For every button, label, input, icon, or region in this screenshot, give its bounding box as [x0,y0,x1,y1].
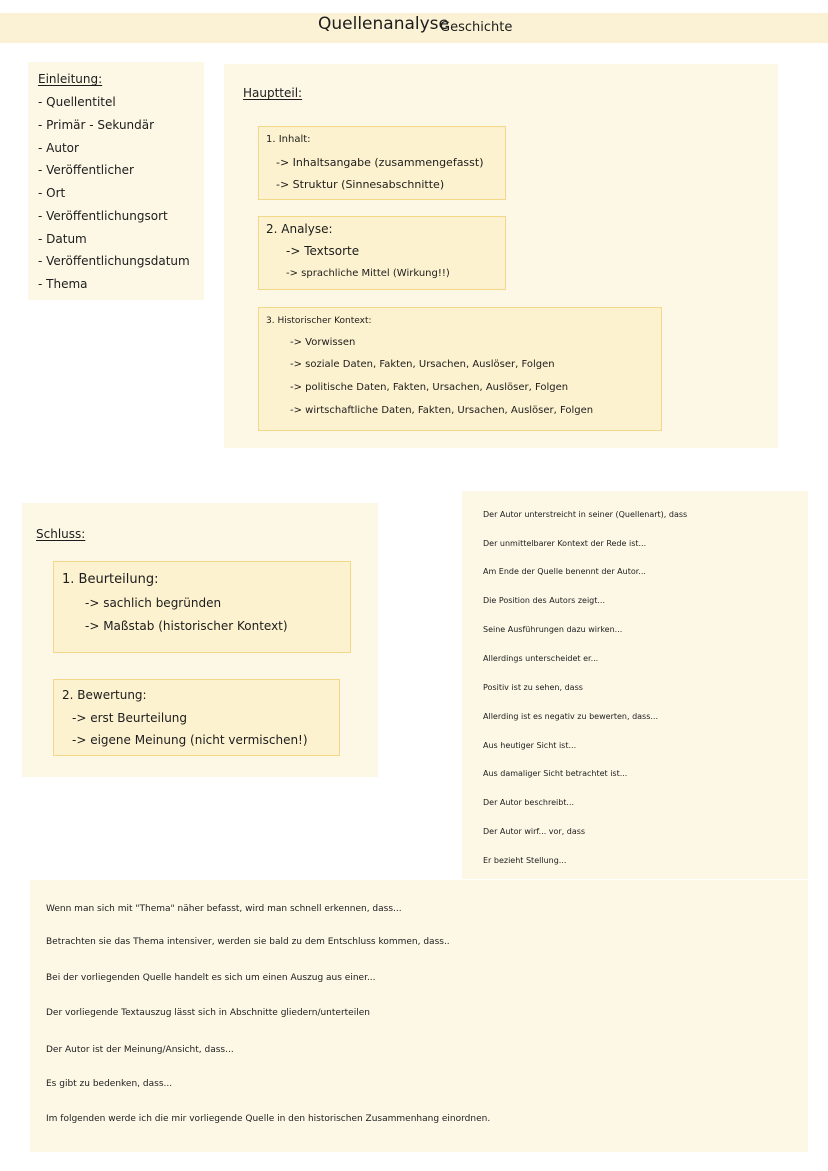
list-item: - Thema [38,277,88,291]
list-item: Am Ende der Quelle benennt der Autor... [483,567,646,576]
hauptteil-heading: Hauptteil: [243,86,303,100]
list-item: Der Autor ist der Meinung/Ansicht, dass... [46,1045,234,1055]
list-item: Im folgenden werde ich die mir vorliegende Quelle in den historischen Zusammenhang einordnen. [46,1114,491,1124]
schluss-heading: Schluss: [36,527,86,541]
list-item: -> politische Daten, Fakten, Ursachen, Auslöser, Folgen [290,382,569,393]
list-item: -> Inhaltsangabe (zusammengefasst) [276,156,484,169]
list-item: Der Autor wirf... vor, dass [483,827,586,836]
list-item: -> sprachliche Mittel (Wirkung!!) [286,268,450,279]
list-item: - Datum [38,232,87,246]
list-item: -> Maßstab (historischer Kontext) [85,619,288,633]
list-item: Der vorliegende Textauszug lässt sich in Abschnitte gliedern/unterteilen [46,1008,370,1018]
list-item: Positiv ist zu sehen, dass [483,683,583,692]
list-item: Der Autor beschreibt... [483,798,575,807]
inhalt-heading: 1. Inhalt: [266,134,311,145]
list-item: Es gibt zu bedenken, dass... [46,1079,173,1089]
list-item: Aus damaliger Sicht betrachtet ist... [483,769,628,778]
list-item: - Primär - Sekundär [38,118,155,132]
list-item: Allerding ist es negativ zu bewerten, dass... [483,712,659,721]
list-item: -> soziale Daten, Fakten, Ursachen, Auslöser, Folgen [290,359,555,370]
list-item: - Veröffentlichungsdatum [38,254,190,268]
list-item: - Ort [38,186,66,200]
list-item: Der unmittelbarer Kontext der Rede ist... [483,539,647,548]
list-item: Er bezieht Stellung... [483,856,567,865]
list-item: - Veröffentlichungsort [38,209,168,223]
list-item: - Veröffentlicher [38,163,134,177]
list-item: Wenn man sich mit "Thema" näher befasst, wird man schnell erkennen, dass... [46,904,402,914]
page-title: Quellenanalyse [318,14,450,34]
list-item: Aus heutiger Sicht ist... [483,741,577,750]
list-item: Der Autor unterstreicht in seiner (Quellenart), dass [483,510,688,519]
list-item: -> Vorwissen [290,337,356,348]
list-item: - Quellentitel [38,95,116,109]
list-item: Bei der vorliegenden Quelle handelt es sich um einen Auszug aus einer... [46,973,376,983]
list-item: -> Textsorte [286,244,360,258]
kontext-heading: 3. Historischer Kontext: [266,316,372,326]
list-item: -> sachlich begründen [85,596,222,610]
list-item: -> erst Beurteilung [72,711,188,725]
list-item: Betrachten sie das Thema intensiver, werden sie bald zu dem Entschluss kommen, dass.. [46,937,450,947]
analyse-heading: 2. Analyse: [266,222,333,236]
list-item: -> Struktur (Sinnesabschnitte) [276,178,445,191]
list-item: Die Position des Autors zeigt... [483,596,606,605]
beurteilung-heading: 1. Beurteilung: [62,572,159,587]
list-item: Seine Ausführungen dazu wirken... [483,625,623,634]
bewertung-heading: 2. Bewertung: [62,688,147,702]
list-item: - Autor [38,141,79,155]
list-item: -> wirtschaftliche Daten, Fakten, Ursachen, Auslöser, Folgen [290,405,594,416]
page-subject: Geschichte [440,20,513,35]
list-item: -> eigene Meinung (nicht vermischen!) [72,733,308,747]
einleitung-heading: Einleitung: [38,72,103,86]
list-item: Allerdings unterscheidet er... [483,654,599,663]
